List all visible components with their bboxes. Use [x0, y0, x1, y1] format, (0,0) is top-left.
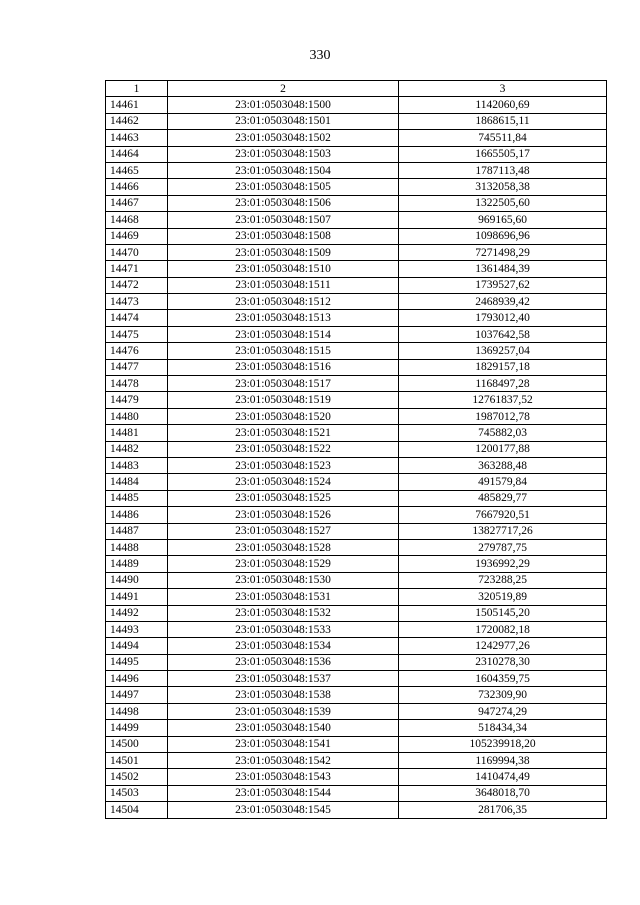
value-cell: 7667920,51: [399, 507, 607, 523]
cadastral-number-cell: 23:01:0503048:1522: [168, 441, 399, 457]
table-row: [106, 212, 607, 228]
table-row: [106, 753, 607, 769]
value-cell: 1868615,11: [399, 113, 607, 129]
value-cell: 1665505,17: [399, 146, 607, 162]
table-row: [106, 769, 607, 785]
table-row: [106, 572, 607, 588]
row-number-cell: 14493: [106, 621, 168, 637]
value-cell: 1200177,88: [399, 441, 607, 457]
table-row: [106, 605, 607, 621]
row-number-cell: 14470: [106, 244, 168, 260]
cadastral-number-cell: 23:01:0503048:1524: [168, 474, 399, 490]
value-cell: 1361484,39: [399, 261, 607, 277]
cadastral-number-cell: 23:01:0503048:1540: [168, 720, 399, 736]
value-cell: 732309,90: [399, 687, 607, 703]
row-number-cell: 14474: [106, 310, 168, 326]
value-cell: 1242977,26: [399, 638, 607, 654]
row-number-cell: 14486: [106, 507, 168, 523]
value-cell: 1720082,18: [399, 621, 607, 637]
row-number-cell: 14497: [106, 687, 168, 703]
cadastral-number-cell: 23:01:0503048:1526: [168, 507, 399, 523]
row-number-cell: 14503: [106, 785, 168, 801]
row-number-cell: 14500: [106, 736, 168, 752]
table-row: [106, 408, 607, 424]
row-number-cell: 14464: [106, 146, 168, 162]
cadastral-number-cell: 23:01:0503048:1506: [168, 195, 399, 211]
cadastral-number-cell: 23:01:0503048:1528: [168, 539, 399, 555]
value-cell: 745511,84: [399, 130, 607, 146]
row-number-cell: 14483: [106, 457, 168, 473]
table-body: [106, 97, 607, 818]
value-cell: 1787113,48: [399, 162, 607, 178]
cadastral-number-cell: 23:01:0503048:1543: [168, 769, 399, 785]
row-number-cell: 14492: [106, 605, 168, 621]
cadastral-number-cell: 23:01:0503048:1532: [168, 605, 399, 621]
row-number-cell: 14498: [106, 703, 168, 719]
cadastral-number-cell: 23:01:0503048:1537: [168, 671, 399, 687]
value-cell: 1829157,18: [399, 359, 607, 375]
table-row: [106, 736, 607, 752]
cadastral-number-cell: 23:01:0503048:1503: [168, 146, 399, 162]
table-row: [106, 261, 607, 277]
table-header-row: [106, 81, 607, 97]
cadastral-number-cell: 23:01:0503048:1542: [168, 753, 399, 769]
table-row: [106, 195, 607, 211]
cadastral-number-cell: 23:01:0503048:1508: [168, 228, 399, 244]
row-number-cell: 14491: [106, 589, 168, 605]
cadastral-number-cell: 23:01:0503048:1523: [168, 457, 399, 473]
table-row: [106, 507, 607, 523]
row-number-cell: 14461: [106, 97, 168, 113]
row-number-cell: 14466: [106, 179, 168, 195]
table-row: [106, 326, 607, 342]
cadastral-number-cell: 23:01:0503048:1527: [168, 523, 399, 539]
row-number-cell: 14476: [106, 343, 168, 359]
cadastral-number-cell: 23:01:0503048:1507: [168, 212, 399, 228]
value-cell: 320519,89: [399, 589, 607, 605]
value-cell: 1169994,38: [399, 753, 607, 769]
row-number-cell: 14485: [106, 490, 168, 506]
value-cell: 281706,35: [399, 802, 607, 818]
value-cell: 947274,29: [399, 703, 607, 719]
table-row: [106, 654, 607, 670]
row-number-cell: 14504: [106, 802, 168, 818]
row-number-cell: 14471: [106, 261, 168, 277]
value-cell: 1322505,60: [399, 195, 607, 211]
row-number-cell: 14481: [106, 425, 168, 441]
row-number-cell: 14475: [106, 326, 168, 342]
row-number-cell: 14484: [106, 474, 168, 490]
value-cell: 7271498,29: [399, 244, 607, 260]
value-cell: 518434,34: [399, 720, 607, 736]
table-row: [106, 277, 607, 293]
cadastral-number-cell: 23:01:0503048:1519: [168, 392, 399, 408]
table-row: [106, 113, 607, 129]
page-number: 330: [309, 48, 331, 63]
table-row: [106, 802, 607, 818]
cadastral-number-cell: 23:01:0503048:1531: [168, 589, 399, 605]
row-number-cell: 14488: [106, 539, 168, 555]
value-cell: 1739527,62: [399, 277, 607, 293]
table-row: [106, 703, 607, 719]
cadastral-number-cell: 23:01:0503048:1521: [168, 425, 399, 441]
cadastral-number-cell: 23:01:0503048:1530: [168, 572, 399, 588]
column-header-2: 2: [168, 81, 399, 97]
row-number-cell: 14501: [106, 753, 168, 769]
table-row: [106, 179, 607, 195]
row-number-cell: 14499: [106, 720, 168, 736]
row-number-cell: 14494: [106, 638, 168, 654]
table-row: [106, 474, 607, 490]
value-cell: 1037642,58: [399, 326, 607, 342]
table-row: [106, 425, 607, 441]
value-cell: 1505145,20: [399, 605, 607, 621]
value-cell: 491579,84: [399, 474, 607, 490]
value-cell: 1987012,78: [399, 408, 607, 424]
table-row: [106, 785, 607, 801]
row-number-cell: 14468: [106, 212, 168, 228]
value-cell: 2468939,42: [399, 294, 607, 310]
cadastral-number-cell: 23:01:0503048:1545: [168, 802, 399, 818]
cadastral-number-cell: 23:01:0503048:1515: [168, 343, 399, 359]
row-number-cell: 14463: [106, 130, 168, 146]
cadastral-number-cell: 23:01:0503048:1500: [168, 97, 399, 113]
table-row: [106, 441, 607, 457]
row-number-cell: 14479: [106, 392, 168, 408]
row-number-cell: 14477: [106, 359, 168, 375]
table-row: [106, 97, 607, 113]
cadastral-number-cell: 23:01:0503048:1513: [168, 310, 399, 326]
value-cell: 723288,25: [399, 572, 607, 588]
row-number-cell: 14462: [106, 113, 168, 129]
table-row: [106, 523, 607, 539]
row-number-cell: 14487: [106, 523, 168, 539]
cadastral-number-cell: 23:01:0503048:1510: [168, 261, 399, 277]
row-number-cell: 14490: [106, 572, 168, 588]
cadastral-number-cell: 23:01:0503048:1541: [168, 736, 399, 752]
value-cell: 3132058,38: [399, 179, 607, 195]
table-row: [106, 343, 607, 359]
table-row: [106, 130, 607, 146]
value-cell: 1604359,75: [399, 671, 607, 687]
column-header-1: 1: [106, 81, 168, 97]
table-row: [106, 539, 607, 555]
value-cell: 1793012,40: [399, 310, 607, 326]
row-number-cell: 14495: [106, 654, 168, 670]
data-table: [105, 80, 607, 819]
cadastral-number-cell: 23:01:0503048:1502: [168, 130, 399, 146]
cadastral-number-cell: 23:01:0503048:1539: [168, 703, 399, 719]
value-cell: 3648018,70: [399, 785, 607, 801]
table-row: [106, 556, 607, 572]
cadastral-number-cell: 23:01:0503048:1514: [168, 326, 399, 342]
table-row: [106, 671, 607, 687]
column-header-3: 3: [399, 81, 607, 97]
value-cell: 1410474,49: [399, 769, 607, 785]
table-row: [106, 146, 607, 162]
cadastral-number-cell: 23:01:0503048:1529: [168, 556, 399, 572]
table-row: [106, 457, 607, 473]
cadastral-number-cell: 23:01:0503048:1520: [168, 408, 399, 424]
value-cell: 105239918,20: [399, 736, 607, 752]
row-number-cell: 14480: [106, 408, 168, 424]
cadastral-number-cell: 23:01:0503048:1504: [168, 162, 399, 178]
value-cell: 969165,60: [399, 212, 607, 228]
value-cell: 2310278,30: [399, 654, 607, 670]
row-number-cell: 14469: [106, 228, 168, 244]
cadastral-number-cell: 23:01:0503048:1536: [168, 654, 399, 670]
row-number-cell: 14473: [106, 294, 168, 310]
table-row: [106, 638, 607, 654]
row-number-cell: 14467: [106, 195, 168, 211]
value-cell: 13827717,26: [399, 523, 607, 539]
table-row: [106, 589, 607, 605]
cadastral-number-cell: 23:01:0503048:1517: [168, 376, 399, 392]
row-number-cell: 14496: [106, 671, 168, 687]
row-number-cell: 14472: [106, 277, 168, 293]
row-number-cell: 14489: [106, 556, 168, 572]
value-cell: 1142060,69: [399, 97, 607, 113]
value-cell: 485829,77: [399, 490, 607, 506]
row-number-cell: 14502: [106, 769, 168, 785]
value-cell: 1936992,29: [399, 556, 607, 572]
cadastral-number-cell: 23:01:0503048:1501: [168, 113, 399, 129]
cadastral-number-cell: 23:01:0503048:1511: [168, 277, 399, 293]
table-row: [106, 294, 607, 310]
value-cell: 363288,48: [399, 457, 607, 473]
row-number-cell: 14478: [106, 376, 168, 392]
cadastral-number-cell: 23:01:0503048:1516: [168, 359, 399, 375]
row-number-cell: 14465: [106, 162, 168, 178]
value-cell: 1098696,96: [399, 228, 607, 244]
table-row: [106, 490, 607, 506]
value-cell: 745882,03: [399, 425, 607, 441]
cadastral-number-cell: 23:01:0503048:1505: [168, 179, 399, 195]
table-row: [106, 310, 607, 326]
value-cell: 1168497,28: [399, 376, 607, 392]
table-row: [106, 376, 607, 392]
cadastral-number-cell: 23:01:0503048:1533: [168, 621, 399, 637]
value-cell: 279787,75: [399, 539, 607, 555]
table-row: [106, 720, 607, 736]
cadastral-number-cell: 23:01:0503048:1512: [168, 294, 399, 310]
table-row: [106, 228, 607, 244]
value-cell: 1369257,04: [399, 343, 607, 359]
table-row: [106, 162, 607, 178]
table-row: [106, 359, 607, 375]
cadastral-number-cell: 23:01:0503048:1509: [168, 244, 399, 260]
table-row: [106, 244, 607, 260]
value-cell: 12761837,52: [399, 392, 607, 408]
table-row: [106, 621, 607, 637]
cadastral-number-cell: 23:01:0503048:1544: [168, 785, 399, 801]
cadastral-number-cell: 23:01:0503048:1525: [168, 490, 399, 506]
cadastral-number-cell: 23:01:0503048:1534: [168, 638, 399, 654]
table-row: [106, 392, 607, 408]
table-row: [106, 687, 607, 703]
cadastral-number-cell: 23:01:0503048:1538: [168, 687, 399, 703]
row-number-cell: 14482: [106, 441, 168, 457]
